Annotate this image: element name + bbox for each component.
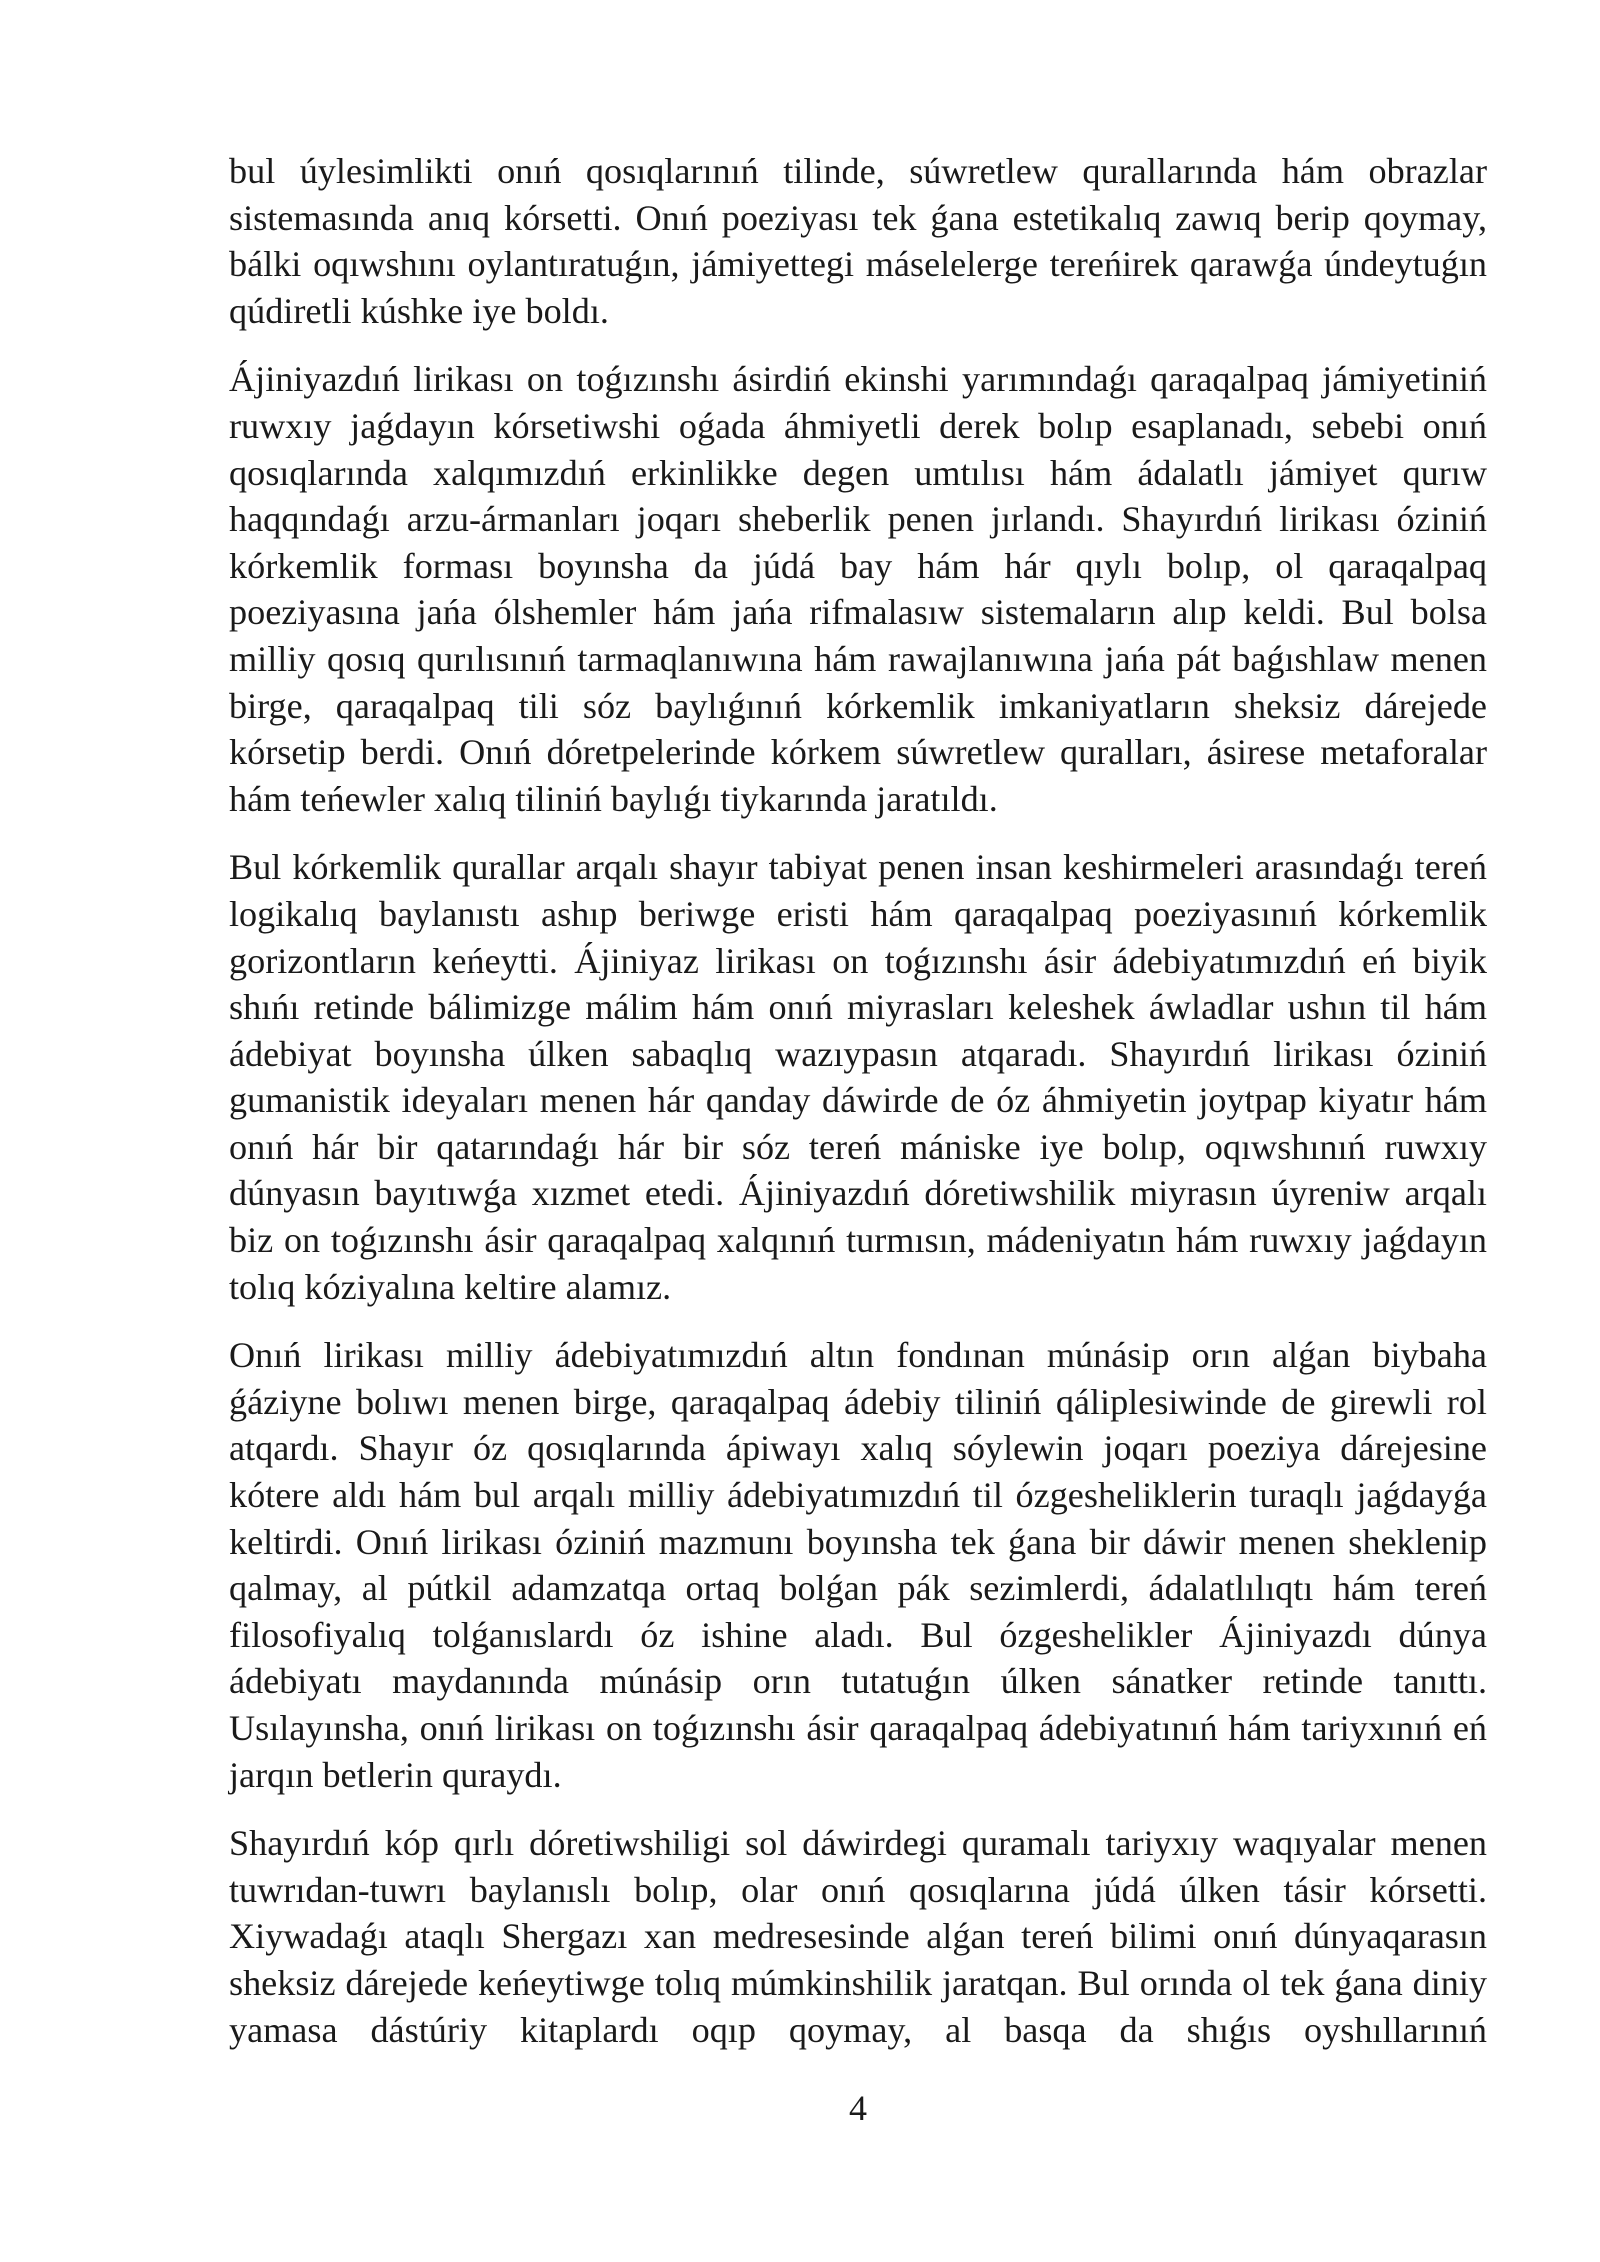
paragraph-2: Ájiniyazdıń lirikası on toǵızınshı ásirdiń ekinshi yarımındaǵı qaraqalpaq jámiyetiniń ruwxıy jaǵdayın kórsetiwshi oǵada áhmiyetli derek bolıp esaplanadı, sebebi onıń qosıqlarında xalqımızdıń erkinlikke degen umtılısı hám ádalatlı jámiyet qurıw haqqındaǵı arzu-ármanları joqarı sheberlik penen jırlandı. Shayırdıń lirikası óziniń kórkemlik forması boyınsha da júdá bay hám hár qıylı bolıp, ol qaraqalpaq poeziyasına jańa ólshemler hám jańa rifmalasıw sistemaların alıp keldi. Bul bolsa milliy qosıq qurılısınıń tarmaqlanıwına hám rawajlanıwına jańa pát baǵıshlaw menen birge, qaraqalpaq tili sóz baylıǵınıń kórkemlik imkaniyatların sheksiz dárejede kórsetip berdi. Onıń dóretpelerinde kórkem súwretlew quralları, ásirese metaforalar hám teńewler xalıq tiliniń baylıǵı tiykarında jaratıldı. <box>229 359 1487 819</box>
body-text <box>229 148 1487 2053</box>
paragraph-3: Bul kórkemlik qurallar arqalı shayır tabiyat penen insan keshirmeleri arasındaǵı tereń logikalıq baylanıstı ashıp beriwge eristi hám qaraqalpaq poeziyasınıń kórkemlik gorizontların keńeytti. Ájiniyaz lirikası on toǵızınshı ásir ádebiyatımızdıń eń biyik shıńı retinde bálimizge málim hám onıń miyrasları keleshek áwladlar ushın til hám ádebiyat boyınsha úlken sabaqlıq wazıypasın atqaradı. Shayırdıń lirikası óziniń gumanistik ideyaları menen hár qanday dáwirde de óz áhmiyetin joytpap kiyatır hám onıń hár bir qatarındaǵı hár bir sóz tereń mániske iye bolıp, oqıwshınıń ruwxıy dúnyasın bayıtıwǵa xızmet etedi. Ájiniyazdıń dóretiwshilik miyrasın úyreniw arqalı biz on toǵızınshı ásir qaraqalpaq xalqınıń turmısın, mádeniyatın hám ruwxıy jaǵdayın tolıq kóziyalına keltire alamız. <box>229 847 1487 1307</box>
paragraph-5: Shayırdıń kóp qırlı dóretiwshiligi sol dáwirdegi quramalı tariyxıy waqıyalar menen tuwrıdan-tuwrı baylanıslı bolıp, olar onıń qosıqlarına júdá úlken tásir kórsetti. Xiywadaǵı ataqlı Shergazı xan medresesinde alǵan tereń bilimi onıń dúnyaqarasın sheksiz dárejede keńeytiwge tolıq múmkinshilik jaratqan. Bul orında ol tek ǵana diniy yamasa dástúriy kitaplardı oqıp qoymay, al basqa da shıǵıs oyshıllarınıń <box>229 1823 1487 2050</box>
paragraph-4: Onıń lirikası milliy ádebiyatımızdıń altın fondınan múnásip orın alǵan biybaha ǵáziyne bolıwı menen birge, qaraqalpaq ádebiy tiliniń qáliplesiwinde de girewli rol atqardı. Shayır óz qosıqlarında ápiwayı xalıq sóylewin joqarı poeziya dárejesine kótere aldı hám bul arqalı milliy ádebiyatımızdıń til ózgesheliklerin turaqlı jaǵdayǵa keltirdi. Onıń lirikası óziniń mazmunı boyınsha tek ǵana bir dáwir menen sheklenip qalmay, al pútkil adamzatqa ortaq bolǵan pák sezimlerdi, ádalatlılıqtı hám tereń filosofiyalıq tolǵanıslardı óz ishine aladı. Bul ózgeshelikler Ájiniyazdı dúnya ádebiyatı maydanında múnásip orın tutatuǵın úlken sánatker retinde tanıttı. Usılayınsha, onıń lirikası on toǵızınshı ásir qaraqalpaq ádebiyatınıń hám tariyxınıń eń jarqın betlerin quraydı. <box>229 1335 1487 1795</box>
page-number: 4 <box>849 2088 867 2128</box>
paragraph-1: bul úylesimlikti onıń qosıqlarınıń tilinde, súwretlew qurallarında hám obrazlar sistemasında anıq kórsetti. Onıń poeziyası tek ǵana estetikalıq zawıq berip qoymay, bálki oqıwshını oylantıratuǵın, jámiyettegi máselelerge tereńirek qarawǵa úndeytuǵın qúdiretli kúshke iye boldı. <box>229 151 1487 331</box>
